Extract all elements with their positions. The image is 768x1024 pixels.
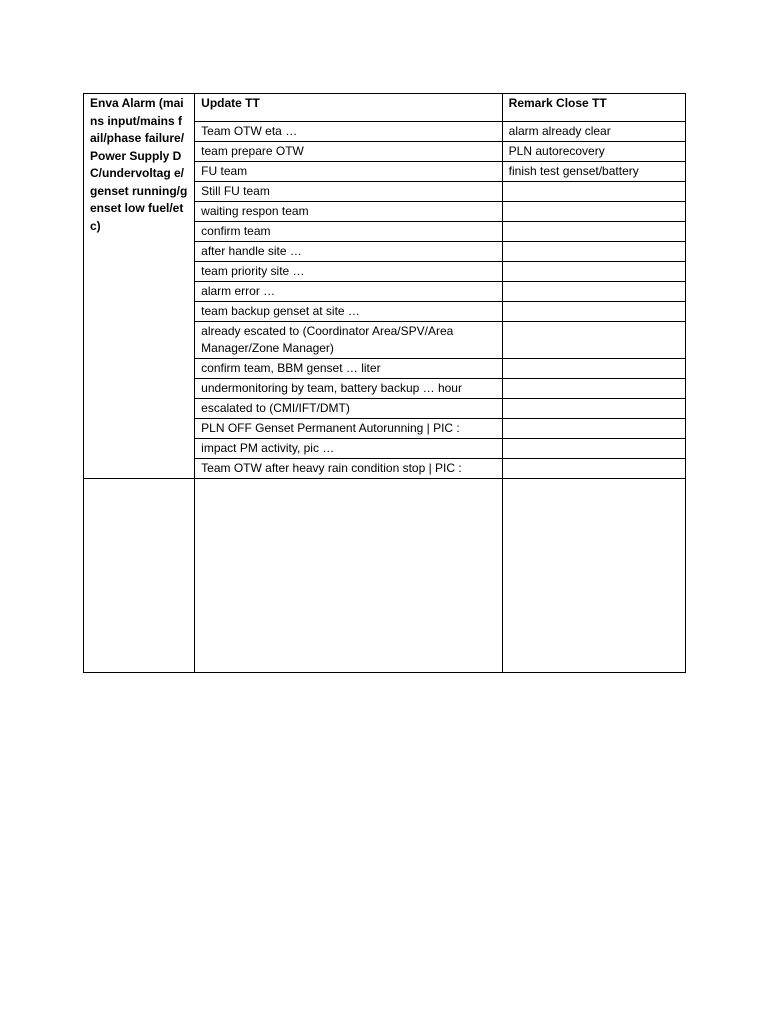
- update-cell: FU team: [195, 162, 503, 182]
- update-cell: team backup genset at site …: [195, 302, 503, 322]
- update-cell: impact PM activity, pic …: [195, 439, 503, 459]
- empty-remark-cell: [502, 479, 685, 673]
- empty-table-row: [84, 479, 686, 673]
- remark-cell: [502, 359, 685, 379]
- remark-cell: [502, 439, 685, 459]
- update-cell: team priority site …: [195, 262, 503, 282]
- update-cell: Team OTW after heavy rain condition stop | PIC :: [195, 459, 503, 479]
- update-cell: Still FU team: [195, 182, 503, 202]
- update-cell: alarm error …: [195, 282, 503, 302]
- remark-cell: [502, 222, 685, 242]
- remark-cell: PLN autorecovery: [502, 142, 685, 162]
- alarm-type-cell: Enva Alarm (mains input/mains fail/phase failure/Power Supply DC/undervoltag e/genset running/genset low fuel/etc): [84, 94, 195, 479]
- remark-cell: [502, 202, 685, 222]
- table-header-row: [84, 94, 686, 122]
- update-cell: Team OTW eta …: [195, 122, 503, 142]
- update-cell: undermonitoring by team, battery backup … hour: [195, 379, 503, 399]
- update-cell: confirm team: [195, 222, 503, 242]
- remark-cell: [502, 322, 685, 359]
- update-cell: PLN OFF Genset Permanent Autorunning | PIC :: [195, 419, 503, 439]
- remark-cell: [502, 379, 685, 399]
- update-cell: waiting respon team: [195, 202, 503, 222]
- header-remark-close-tt: Remark Close TT: [502, 94, 685, 122]
- remark-cell: finish test genset/battery: [502, 162, 685, 182]
- remark-cell: [502, 262, 685, 282]
- remark-cell: alarm already clear: [502, 122, 685, 142]
- remark-cell: [502, 419, 685, 439]
- alarm-update-table: [83, 93, 686, 673]
- remark-cell: [502, 302, 685, 322]
- remark-cell: [502, 399, 685, 419]
- update-cell: team prepare OTW: [195, 142, 503, 162]
- update-cell: after handle site …: [195, 242, 503, 262]
- update-cell: confirm team, BBM genset … liter: [195, 359, 503, 379]
- remark-cell: [502, 242, 685, 262]
- header-update-tt: Update TT: [195, 94, 503, 122]
- empty-update-cell: [195, 479, 503, 673]
- remark-cell: [502, 282, 685, 302]
- empty-alarm-cell: [84, 479, 195, 673]
- remark-cell: [502, 182, 685, 202]
- remark-cell: [502, 459, 685, 479]
- update-cell: escalated to (CMI/IFT/DMT): [195, 399, 503, 419]
- update-cell: already escated to (Coordinator Area/SPV/Area Manager/Zone Manager): [195, 322, 503, 359]
